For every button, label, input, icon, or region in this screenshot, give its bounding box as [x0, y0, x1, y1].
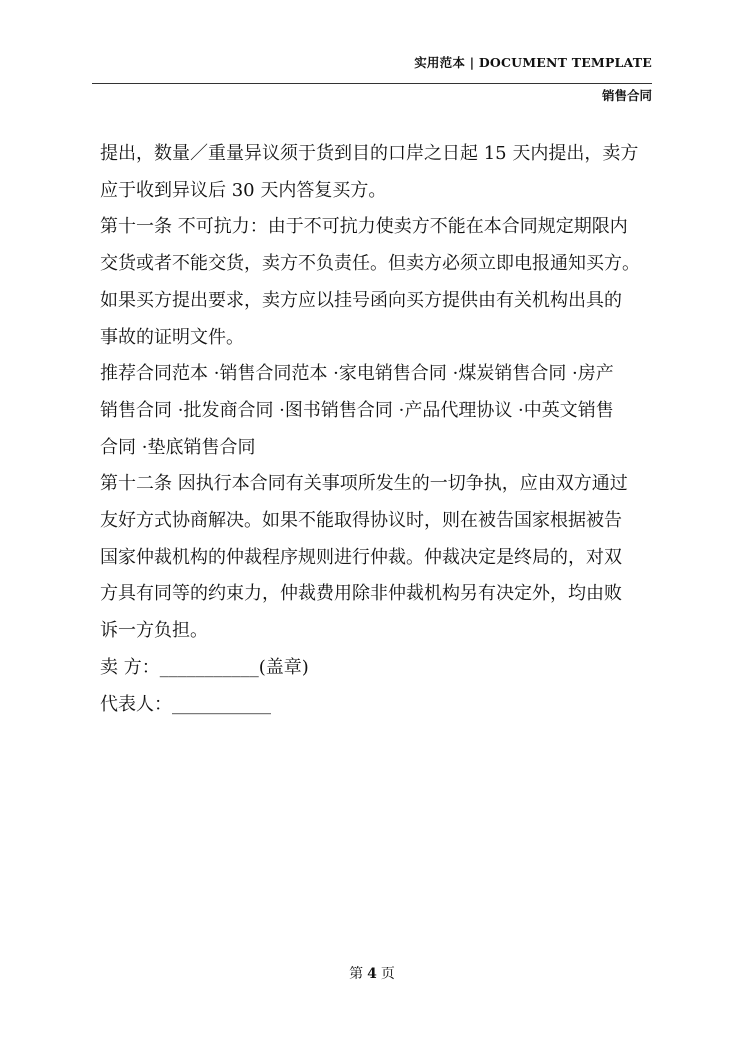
- body-line: 事故的证明文件。: [100, 326, 244, 348]
- body-line: 诉一方负担。: [100, 620, 208, 642]
- representative-signature-line: 代表人：___________: [100, 693, 271, 715]
- body-line: 合同 ·垫底销售合同: [100, 436, 256, 458]
- body-line: 第十二条 因执行本合同有关事项所发生的一切争执，应由双方通过: [100, 473, 628, 495]
- body-line: 方具有同等的约束力，仲裁费用除非仲裁机构另有决定外，均由败: [100, 583, 622, 605]
- seller-signature-line: 卖 方：___________(盖章): [100, 656, 309, 678]
- page-header-title: 实用范本 | DOCUMENT TEMPLATE: [414, 55, 652, 70]
- body-line: 交货或者不能交货，卖方不负责任。但卖方必须立即电报通知买方。: [100, 253, 640, 275]
- page-header-subtitle: 销售合同: [601, 88, 652, 103]
- body-line: 提出，数量／重量异议须于货到目的口岸之日起 15 天内提出，卖方: [100, 143, 639, 164]
- page-number: 4: [367, 966, 377, 982]
- page-footer: [0, 963, 744, 983]
- body-line: 如果买方提出要求，卖方应以挂号函向买方提供由有关机构出具的: [100, 289, 622, 311]
- body-line: 应于收到异议后 30 天内答复买方。: [100, 179, 387, 201]
- body-line: 国家仲裁机构的仲裁程序规则进行仲裁。仲裁决定是终局的，对双: [100, 546, 622, 568]
- document-body: [100, 136, 660, 723]
- body-line: 销售合同 ·批发商合同 ·图书销售合同 ·产品代理协议 ·中英文销售: [100, 399, 614, 421]
- header-divider: [92, 83, 652, 84]
- body-line: 友好方式协商解决。如果不能取得协议时，则在被告国家根据被告: [100, 510, 622, 532]
- body-line: 推荐合同范本 ·销售合同范本 ·家电销售合同 ·煤炭销售合同 ·房产: [100, 363, 614, 385]
- footer-prefix: 第: [349, 966, 364, 982]
- footer-suffix: 页: [380, 966, 395, 982]
- body-line: 第十一条 不可抗力：由于不可抗力使卖方不能在本合同规定期限内: [100, 216, 628, 238]
